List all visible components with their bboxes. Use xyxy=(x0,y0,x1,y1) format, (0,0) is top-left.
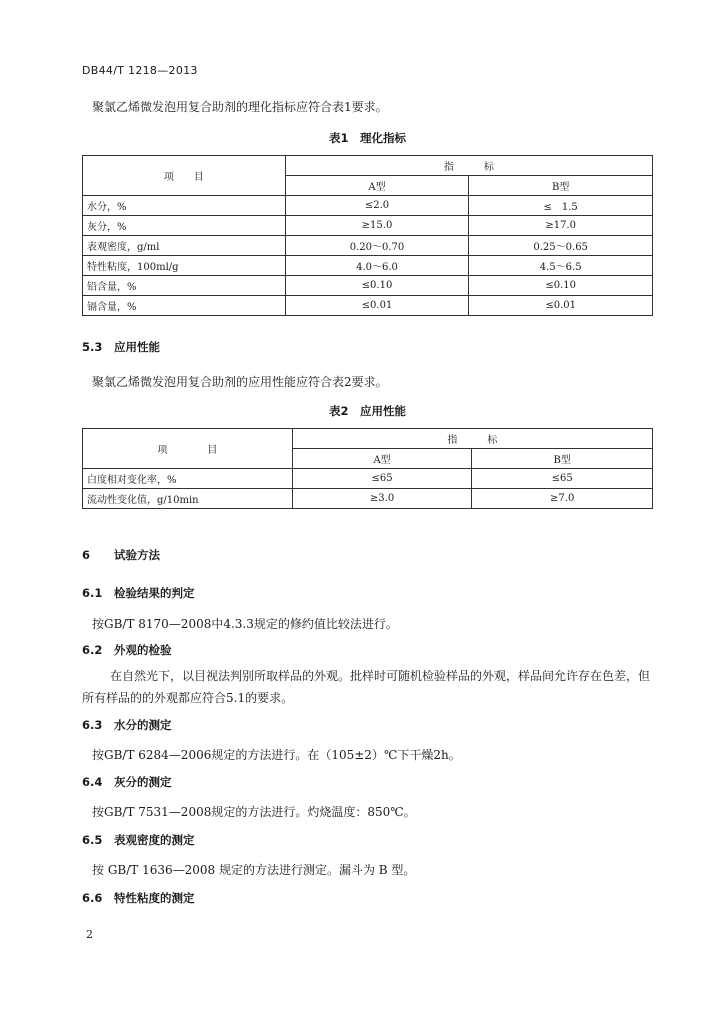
table1-row-item: 灰分，% xyxy=(83,216,286,236)
table1-row-item: 水分，% xyxy=(83,196,286,216)
section-number: 6.4 xyxy=(82,775,103,789)
table2-row-b: ≤65 xyxy=(472,469,653,489)
table1-row-item: 特性粘度，100ml/g xyxy=(83,256,286,276)
table1-row-b: 0.25～0.65 xyxy=(469,236,653,256)
intro-paragraph-1: 聚氯乙烯微发泡用复合助剂的理化指标应符合表1要求。 xyxy=(92,100,388,114)
table2-row-b: ≥7.0 xyxy=(472,489,653,509)
section-number: 5.3 xyxy=(82,340,103,354)
table1-row-a: ≤0.01 xyxy=(285,296,469,316)
table1-row-a: 0.20～0.70 xyxy=(285,236,469,256)
intro-paragraph-2: 聚氯乙烯微发泡用复合助剂的应用性能应符合表2要求。 xyxy=(92,375,388,389)
table-row xyxy=(83,236,653,256)
table2-item-header: 项 目 xyxy=(83,429,293,469)
table1-col-a: A型 xyxy=(285,176,469,196)
section-6-1-text: 按GB/T 8170—2008中4.3.3规定的修约值比较法进行。 xyxy=(92,617,398,631)
section-6-heading xyxy=(82,547,160,563)
table1-physicochemical xyxy=(82,155,653,316)
table1-row-a: 4.0～6.0 xyxy=(285,256,469,276)
table2-index-header: 指 标 xyxy=(292,429,652,449)
table1-row-b: ≤ 1.5 xyxy=(469,196,653,216)
page-number: 2 xyxy=(86,928,93,941)
section-6-3-text: 按GB/T 6284—2006规定的方法进行。在（105±2）℃下干燥2h。 xyxy=(92,748,461,762)
section-title: 水分的测定 xyxy=(114,718,172,732)
section-number: 6.3 xyxy=(82,718,103,732)
table2-caption: 表2 应用性能 xyxy=(328,404,406,418)
table1-row-a: ≥15.0 xyxy=(285,216,469,236)
section-6-5-heading xyxy=(82,832,195,848)
table2-row-item: 流动性变化值，g/10min xyxy=(83,489,293,509)
table2-row-item: 白度相对变化率，% xyxy=(83,469,293,489)
table1-row-item: 铅含量，% xyxy=(83,276,286,296)
table-row xyxy=(83,256,653,276)
table1-row-b: 4.5～6.5 xyxy=(469,256,653,276)
table1-row-b: ≤0.10 xyxy=(469,276,653,296)
table-row xyxy=(83,469,653,489)
table2-row-a: ≥3.0 xyxy=(292,489,472,509)
section-6-2-heading xyxy=(82,642,172,658)
section-title: 特性粘度的测定 xyxy=(114,891,195,905)
section-title: 表观密度的测定 xyxy=(114,833,195,847)
table-row xyxy=(83,216,653,236)
section-title: 外观的检验 xyxy=(114,643,172,657)
document-header-id: DB44/T 1218—2013 xyxy=(82,64,198,77)
section-title: 试验方法 xyxy=(114,548,160,562)
table-row xyxy=(83,276,653,296)
table1-row-item: 表观密度，g/ml xyxy=(83,236,286,256)
section-5-3-heading xyxy=(82,339,160,355)
section-6-5-text: 按 GB/T 1636—2008 规定的方法进行测定。漏斗为 B 型。 xyxy=(92,863,416,877)
table2-col-b: B型 xyxy=(472,449,653,469)
table1-row-b: ≥17.0 xyxy=(469,216,653,236)
table1-col-b: B型 xyxy=(469,176,653,196)
table-row xyxy=(83,296,653,316)
section-6-4-heading xyxy=(82,774,172,790)
section-title: 检验结果的判定 xyxy=(114,586,195,600)
table1-row-b: ≤0.01 xyxy=(469,296,653,316)
table-row xyxy=(83,196,653,216)
table2-application xyxy=(82,428,653,509)
section-6-3-heading xyxy=(82,717,172,733)
section-6-2-text: 在自然光下，以目视法判别所取样品的外观。批样时可随机检验样品的外观，样品间允许存在色差，但所有样品的的外观都应符合5.1的要求。 xyxy=(82,669,651,705)
table-row xyxy=(83,489,653,509)
table1-row-a: ≤0.10 xyxy=(285,276,469,296)
section-title: 灰分的测定 xyxy=(114,775,172,789)
section-number: 6.5 xyxy=(82,833,103,847)
section-number: 6.2 xyxy=(82,643,103,657)
section-number: 6 xyxy=(82,548,91,562)
section-6-4-text: 按GB/T 7531—2008规定的方法进行。灼烧温度：850℃。 xyxy=(92,805,416,819)
table2-row-a: ≤65 xyxy=(292,469,472,489)
table1-item-header: 项 目 xyxy=(83,156,286,196)
table1-caption: 表1 理化指标 xyxy=(328,131,406,145)
section-6-1-heading xyxy=(82,585,195,601)
table1-index-header: 指 标 xyxy=(285,156,652,176)
table2-col-a: A型 xyxy=(292,449,472,469)
table1-row-a: ≤2.0 xyxy=(285,196,469,216)
table1-row-item: 镉含量，% xyxy=(83,296,286,316)
section-number: 6.6 xyxy=(82,891,103,905)
section-number: 6.1 xyxy=(82,586,103,600)
section-6-6-heading xyxy=(82,890,195,906)
section-title: 应用性能 xyxy=(114,340,160,354)
